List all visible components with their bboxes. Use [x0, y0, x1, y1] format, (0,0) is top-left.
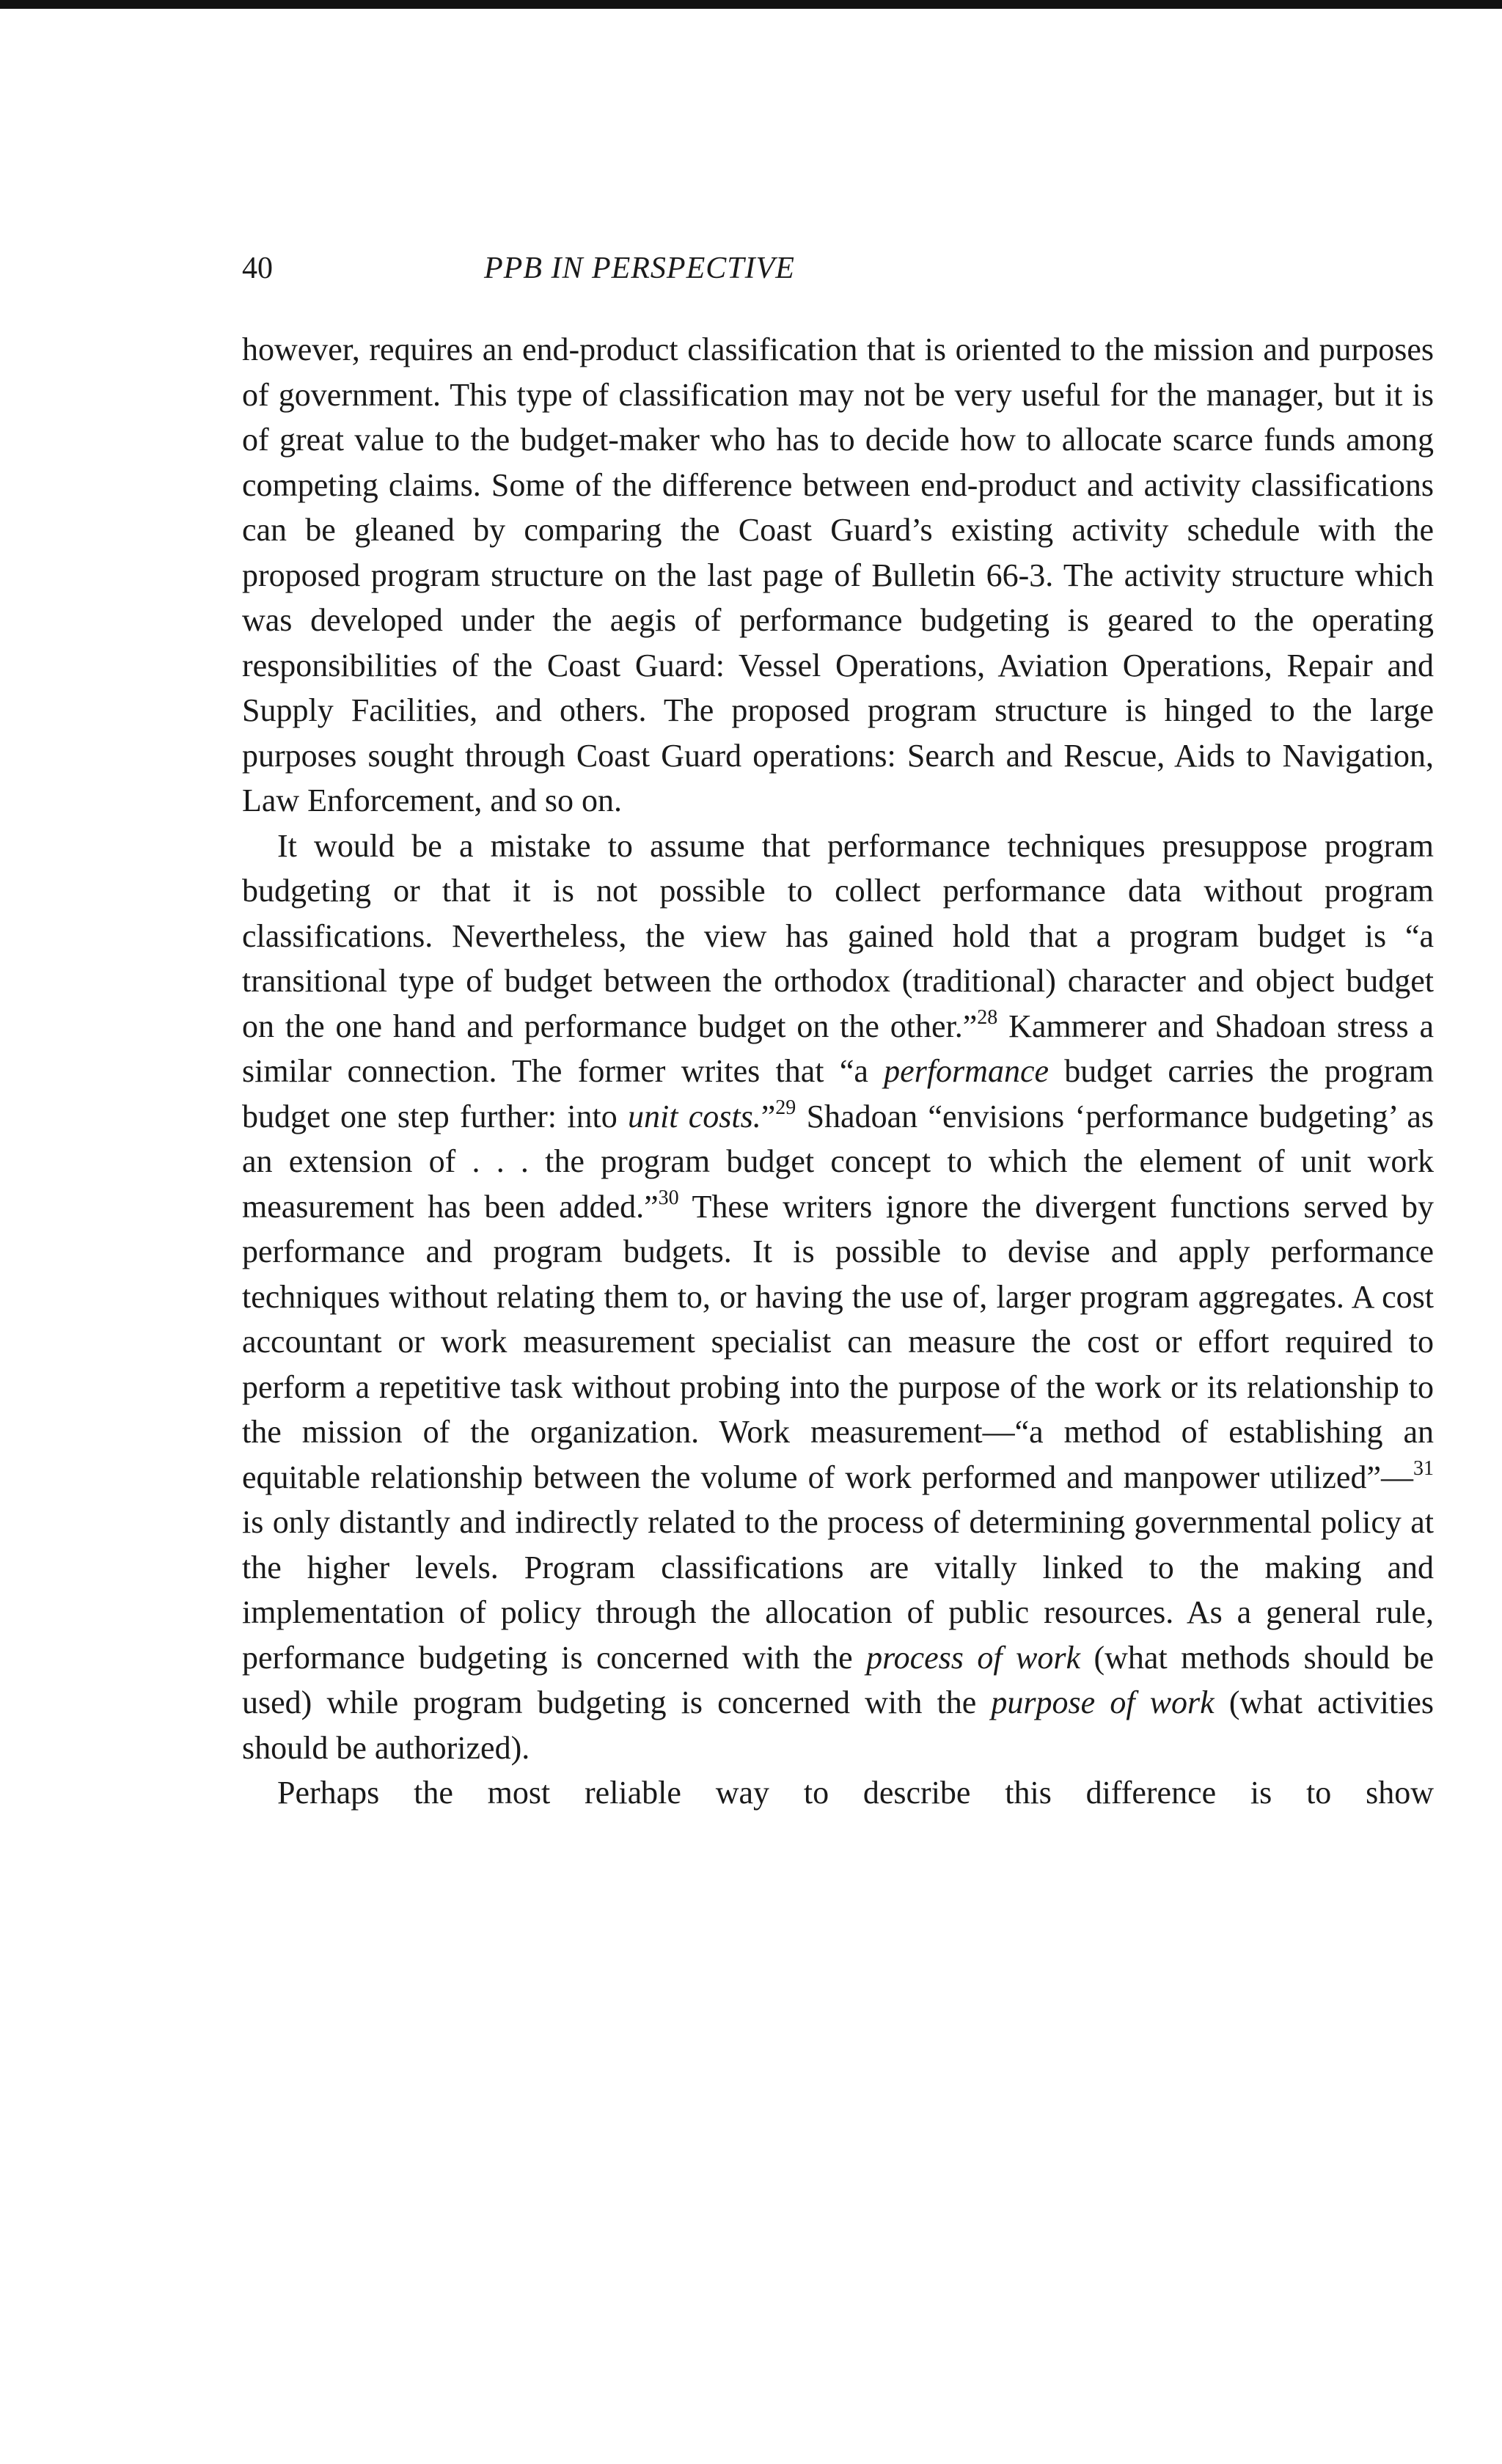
paragraph-2-text: (what methods should be used) while program budgeting is concerned with the [242, 1639, 1434, 1720]
paragraph-2-text: Kammerer and Shadoan stress a similar connection. The former writes that “a [242, 1008, 1434, 1089]
paragraph-2-text: ” [761, 1098, 776, 1134]
footnote-ref-28: 28 [977, 1005, 998, 1029]
emphasis-purpose-of-work: purpose of work [991, 1684, 1215, 1720]
running-head-title: PPB IN PERSPECTIVE [484, 252, 795, 285]
paragraph-1 [242, 327, 1434, 824]
paragraph-3 [242, 1770, 1434, 1816]
paragraph-2-text: budget carries the program budget one step further: into [242, 1053, 1434, 1134]
body-text [242, 327, 1434, 1816]
emphasis-unit-costs: unit costs. [628, 1098, 761, 1134]
paragraph-2-text: Shadoan “envisions ‘performance budgeting’ as an extension of . . . the program budget concept to which the element of unit work measurement has been added.” [242, 1098, 1435, 1225]
paragraph-3-text: Perhaps the most reliable way to describe this difference is to show [277, 1775, 1434, 1811]
page-number: 40 [242, 252, 273, 285]
paragraph-1-text: however, requires an end-product classification that is oriented to the mission and purposes of government. This type of classification may not be very useful for the manager, but it is of great value to the budget-maker who has to decide how to allocate scarce funds among competing claims. Some of the difference between end-product and activity classifications can be gleaned by comparing the Coast Guard’s existing activity schedule with the proposed program structure on the last page of Bulletin 66-3. The activity structure which was developed under the aegis of performance budgeting is geared to the operating responsibilities of the Coast Guard: Vessel Operations, Aviation Operations, Repair and Supply Facilities, and others. The proposed program structure is hinged to the large purposes sought through Coast Guard operations: Search and Rescue, Aids to Navigation, Law Enforcement, and so on. [242, 331, 1434, 818]
footnote-ref-31: 31 [1413, 1456, 1434, 1480]
top-border-rule [0, 0, 1502, 9]
paragraph-2-text: is only distantly and indirectly related to the process of determining governmental policy at the higher levels. Program classifications are vitally linked to the making and implementation of policy through the allocation of public resources. As a general rule, performance budgeting is concerned with the [242, 1504, 1434, 1676]
paragraph-2 [242, 824, 1434, 1771]
paragraph-2-text: It would be a mistake to assume that performance techniques presuppose program budgeting or that it is not possible to collect performance data without program classifications. Nevertheless, the view has gained hold that a program budget is “a transitional type of budget between the orthodox (traditional) character and object budget on the one hand and performance budget on the other.” [242, 827, 1434, 1044]
paragraph-2-text: (what activities should be authorized). [242, 1684, 1434, 1766]
emphasis-performance: performance [884, 1053, 1049, 1089]
emphasis-process-of-work: process of work [866, 1639, 1081, 1676]
paragraph-2-text: These writers ignore the divergent functions served by performance and program budgets. It is possible to devise and apply performance techniques without relating them to, or having the use of, larger program aggregates. A cost accountant or work measurement specialist can measure the cost or effort required to perform a repetitive task without probing into the purpose of the work or its relationship to the mission of the organization. Work measurement—“a method of establishing an equitable relationship between the volume of work performed and manpower utilized”— [242, 1188, 1434, 1495]
footnote-ref-29: 29 [775, 1096, 796, 1119]
footnote-ref-30: 30 [658, 1186, 679, 1209]
